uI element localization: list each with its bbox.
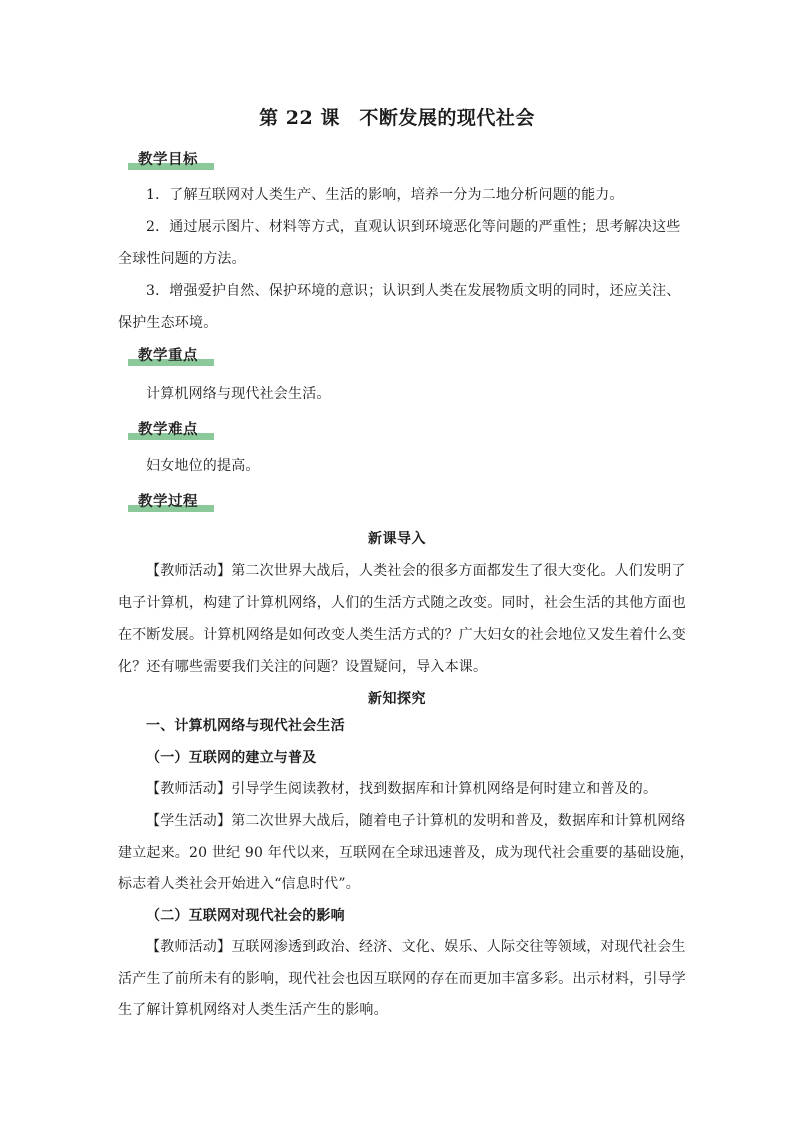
paragraph-line: 活产生了前所未有的影响，现代社会也因互联网的存在而更加丰富多彩。出示材料，引导学	[118, 971, 686, 987]
objective-line: 1．了解互联网对人类生产、生活的影响，培养一分为二地分析问题的能力。	[146, 187, 624, 203]
paragraph-line: 【学生活动】第二次世界大战后，随着电子计算机的发明和普及，数据库和计算机网络	[146, 813, 686, 829]
paragraph-line: 建立起来。20 世纪 90 年代以来，互联网在全球迅速普及，成为现代社会重要的基础设施，	[118, 845, 694, 861]
difficulties-text: 妇女地位的提高。	[146, 458, 260, 474]
objective-line: 3．增强爱护自然、保护环境的意识；认识到人类在发展物质文明的同时，还应关注、	[146, 283, 681, 299]
section-heading-process	[128, 492, 214, 512]
key-points-text: 计算机网络与现代社会生活。	[146, 386, 331, 402]
section-heading-label: 教学重点	[138, 347, 198, 364]
subsection-title-intro: 新课导入	[368, 531, 426, 547]
objective-line: 全球性问题的方法。	[118, 251, 246, 267]
section-heading-difficulties	[128, 420, 214, 440]
section-heading-label: 教学目标	[138, 151, 198, 168]
paragraph-line: 标志着人类社会开始进入“信息时代”。	[118, 876, 360, 892]
section-heading-key-points	[128, 346, 214, 366]
subsection-title-explore: 新知探究	[368, 691, 426, 707]
paragraph-line: 电子计算机，构建了计算机网络，人们的生活方式随之改变。同时，社会生活的其他方面也	[118, 595, 686, 611]
page-title: 第 22 课 不断发展的现代社会	[259, 107, 535, 129]
part-heading: 一、计算机网络与现代社会生活	[146, 718, 345, 734]
sub-heading: （一）互联网的建立与普及	[146, 750, 317, 766]
paragraph-line: 【教师活动】第二次世界大战后，人类社会的很多方面都发生了很大变化。人们发明了	[146, 563, 686, 579]
sub-heading: （二）互联网对现代社会的影响	[146, 908, 345, 924]
section-heading-objectives	[128, 150, 214, 170]
objective-line: 2．通过展示图片、材料等方式，直观认识到环境恶化等问题的严重性；思考解决这些	[146, 219, 681, 235]
paragraph-line: 【教师活动】引导学生阅读教材，找到数据库和计算机网络是何时建立和普及的。	[146, 781, 658, 797]
section-heading-label: 教学过程	[138, 493, 198, 510]
objective-line: 保护生态环境。	[118, 315, 218, 331]
section-heading-label: 教学难点	[138, 421, 198, 438]
paragraph-line: 在不断发展。计算机网络是如何改变人类生活方式的？广大妇女的社会地位又发生着什么变	[118, 627, 686, 643]
paragraph-line: 化？还有哪些需要我们关注的问题？设置疑问，导入本课。	[118, 659, 488, 675]
paragraph-line: 生了解计算机网络对人类生活产生的影响。	[118, 1002, 388, 1018]
paragraph-line: 【教师活动】互联网渗透到政治、经济、文化、娱乐、人际交往等领域，对现代社会生	[146, 939, 686, 955]
